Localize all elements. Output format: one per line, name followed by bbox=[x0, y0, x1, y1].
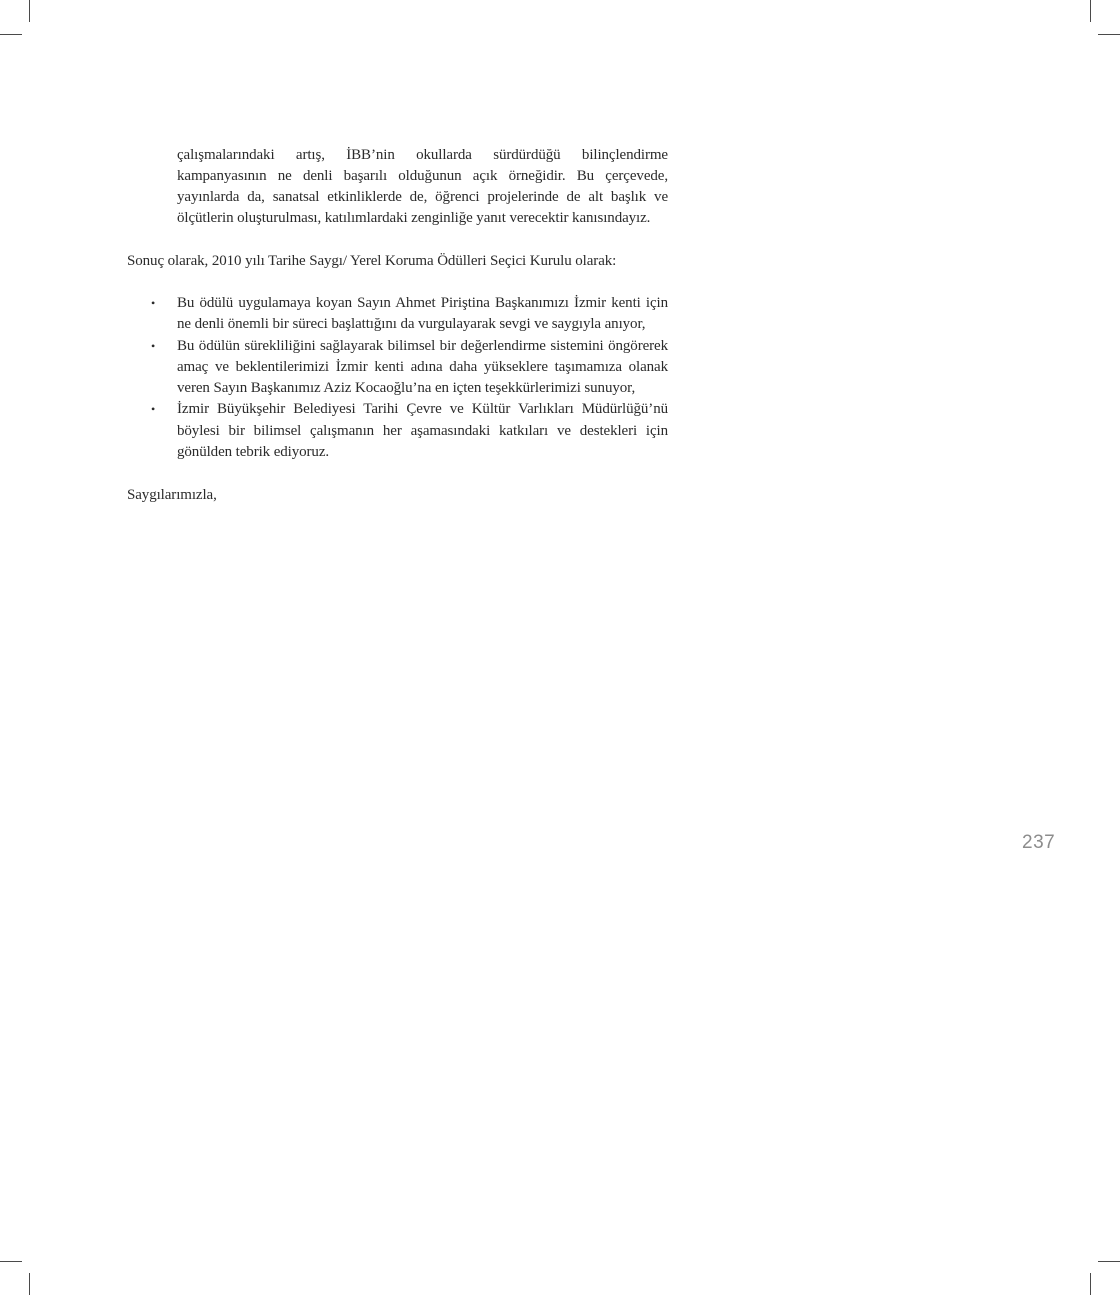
bullet-icon: • bbox=[151, 338, 156, 353]
crop-mark-bottom-left-horizontal bbox=[0, 1261, 22, 1262]
paragraph-line: yayınlarda da, sanatsal etkinliklerde de, öğrenci projelerinde de alt başlık ve bbox=[177, 189, 668, 205]
list-item-line: amaç ve beklentilerimizi İzmir kenti adına daha yükseklere taşımamıza olanak bbox=[177, 358, 668, 375]
continuation-paragraph bbox=[177, 145, 668, 229]
list-item bbox=[127, 399, 668, 463]
bullet-icon: • bbox=[151, 402, 156, 417]
list-item bbox=[127, 336, 668, 400]
list-item-line: gönülden tebrik ediyoruz. bbox=[177, 444, 330, 461]
list-item-line: Bu ödülü uygulamaya koyan Sayın Ahmet Piriştina Başkanımızı İzmir kenti için bbox=[177, 295, 668, 311]
intro-sentence: Sonuç olarak, 2010 yılı Tarihe Saygı/ Yerel Koruma Ödülleri Seçici Kurulu olarak: bbox=[127, 253, 617, 269]
list-item-line: böylesi bir bilimsel çalışmanın her aşamasındaki katkıları ve destekleri için bbox=[177, 422, 668, 439]
paragraph-line: kampanyasının ne denli başarılı olduğunun açık örneğidir. Bu çerçevede, bbox=[177, 168, 668, 184]
crop-mark-top-right-vertical bbox=[1090, 0, 1091, 22]
crop-mark-top-left-horizontal bbox=[0, 34, 22, 35]
paragraph-line: ölçütlerin oluşturulması, katılımlardaki zenginliğe yanıt verecektir kanısındayız. bbox=[177, 210, 651, 226]
crop-mark-bottom-right-vertical bbox=[1090, 1273, 1091, 1295]
paragraph-line: çalışmalarındaki artış, İBB’nin okullarda sürdürdüğü bilinçlendirme bbox=[177, 147, 668, 163]
list-item bbox=[127, 293, 668, 336]
crop-mark-bottom-left-vertical bbox=[29, 1273, 30, 1295]
list-item-line: İzmir Büyükşehir Belediyesi Tarihi Çevre ve Kültür Varlıkları Müdürlüğü’nü bbox=[177, 401, 668, 418]
list-item-line: veren Sayın Başkanımız Aziz Kocaoğlu’na en içten teşekkürlerimizi sunuyor, bbox=[177, 380, 636, 397]
page-number: 237 bbox=[1022, 832, 1056, 853]
bullet-list bbox=[127, 293, 668, 463]
crop-mark-top-left-vertical bbox=[29, 0, 30, 22]
closing-salutation: Saygılarımızla, bbox=[127, 487, 217, 503]
crop-mark-bottom-right-horizontal bbox=[1098, 1261, 1120, 1262]
crop-mark-top-right-horizontal bbox=[1098, 34, 1120, 35]
list-item-line: ne denli önemli bir süreci başlattığını da vurgulayarak sevgi ve saygıyla anıyor, bbox=[177, 316, 646, 333]
list-item-line: Bu ödülün sürekliliğini sağlayarak bilimsel bir değerlendirme sistemini öngörerek bbox=[177, 337, 668, 354]
bullet-icon: • bbox=[151, 296, 156, 310]
